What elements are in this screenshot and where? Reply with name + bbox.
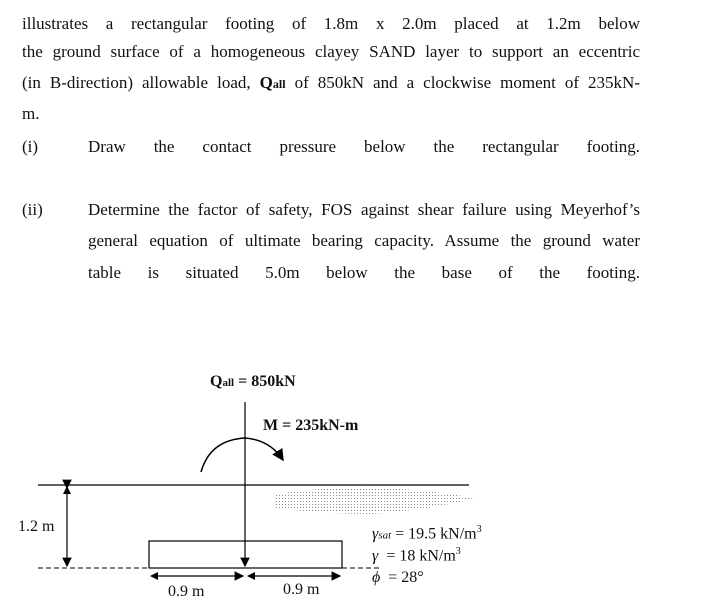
load-label bbox=[210, 373, 296, 391]
q-symbol: Q bbox=[259, 73, 273, 92]
moment-arrow bbox=[201, 438, 283, 472]
gamma-label bbox=[372, 546, 461, 565]
depth-label: 1.2 m bbox=[18, 518, 55, 535]
phi: ϕ bbox=[372, 569, 381, 586]
q-subscript: all bbox=[272, 77, 286, 91]
text: of 850kN and a clockwise moment of 235kN- bbox=[285, 73, 640, 92]
item-text: Determine the factor of safety, FOS against shear failure using Meyerhof’s bbox=[88, 200, 640, 219]
q: Q bbox=[210, 373, 223, 390]
gamma-sat-label bbox=[372, 524, 482, 543]
sup: 3 bbox=[455, 546, 461, 557]
item-text: Draw the contact pressure below the rectangular footing. bbox=[88, 137, 640, 156]
value: = 19.5 kN/m bbox=[391, 525, 477, 543]
gamma: γ bbox=[372, 547, 379, 565]
problem-line-4: m. bbox=[22, 104, 40, 123]
sup: 3 bbox=[476, 524, 482, 535]
left-width-label: 0.9 m bbox=[168, 583, 205, 600]
moment-label: M = 235kN-m bbox=[263, 417, 359, 434]
item-text: table is situated 5.0m below the base of the footing. bbox=[88, 263, 640, 282]
sand-texture bbox=[276, 487, 475, 514]
item-text: general equation of ultimate bearing capacity. Assume the ground water bbox=[88, 231, 640, 250]
problem-line-1: illustrates a rectangular footing of 1.8m x 2.0m placed at 1.2m below bbox=[22, 14, 640, 33]
phi-label bbox=[372, 569, 424, 587]
sub: all bbox=[222, 377, 235, 389]
value: = 850kN bbox=[234, 373, 296, 390]
sub: sat bbox=[378, 529, 392, 542]
value: = 28° bbox=[380, 569, 424, 586]
text: (in B-direction) allowable load, bbox=[22, 73, 260, 92]
right-width-label: 0.9 m bbox=[283, 581, 320, 598]
item-number: (i) bbox=[22, 137, 39, 156]
item-number: (ii) bbox=[22, 200, 43, 219]
problem-line-2: the ground surface of a homogeneous clayey SAND layer to support an eccentric bbox=[22, 42, 640, 61]
value: = 18 kN/m bbox=[378, 547, 456, 565]
gamma: γ bbox=[372, 525, 379, 543]
